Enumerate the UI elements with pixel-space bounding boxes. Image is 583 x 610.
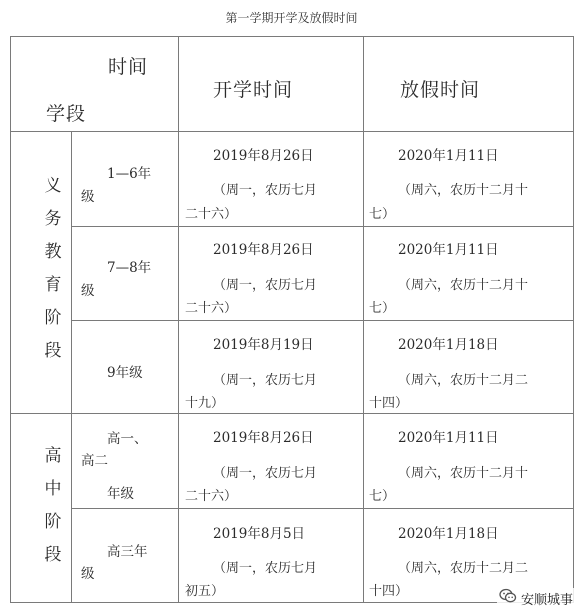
- start-date: 2019年8月5日: [213, 526, 306, 542]
- grade-cell: 高二: [81, 453, 108, 469]
- start-date: 2019年8月19日: [213, 337, 314, 353]
- table-border-right: [573, 36, 574, 603]
- holiday-date: 2020年1月18日: [398, 337, 499, 353]
- start-date: 2019年8月26日: [213, 148, 314, 164]
- start-lunar: 二十六）: [185, 207, 238, 222]
- holiday-date: 2020年1月11日: [398, 242, 499, 258]
- holiday-date: 2020年1月11日: [398, 148, 499, 164]
- holiday-lunar: 七）: [369, 489, 396, 504]
- table-border-left: [10, 36, 11, 603]
- start-weekday: （周一，农历七月: [213, 278, 318, 293]
- holiday-lunar: 七）: [369, 301, 396, 316]
- grade-cell: 年级: [107, 486, 134, 502]
- holiday-weekday: （周六，农历十二月二: [398, 373, 529, 388]
- grade-cell: 9年级: [107, 365, 143, 381]
- col-divider: [71, 131, 72, 603]
- table-border-bottom: [10, 602, 574, 603]
- grade-cell: 高三年: [107, 544, 148, 560]
- grade-cell: 级: [81, 283, 95, 299]
- row-divider: [10, 131, 574, 132]
- start-date: 2019年8月26日: [213, 430, 314, 446]
- header-start-time: 开学时间: [213, 79, 294, 101]
- group-label-high-school: 高 中 阶 段: [44, 446, 62, 565]
- holiday-weekday: （周六，农历十二月二: [398, 561, 529, 576]
- start-weekday: （周一，农历七月: [213, 561, 318, 576]
- table-border-top: [10, 36, 574, 37]
- header-holiday-time: 放假时间: [400, 79, 481, 101]
- grade-cell: 级: [81, 189, 95, 205]
- group-label-compulsory: 义 务 教 育 阶 段: [44, 176, 62, 361]
- start-lunar: 初五）: [185, 584, 225, 599]
- row-divider: [71, 320, 574, 321]
- holiday-lunar: 十四）: [369, 396, 409, 411]
- start-weekday: （周一，农历七月: [213, 466, 318, 481]
- col-divider: [178, 36, 179, 603]
- wechat-icon: [499, 588, 517, 608]
- holiday-lunar: 七）: [369, 207, 396, 222]
- grade-cell: 高一、: [107, 431, 148, 447]
- holiday-weekday: （周六，农历十二月十: [398, 278, 529, 293]
- watermark-label: 安顺城事: [520, 592, 573, 608]
- holiday-date: 2020年1月18日: [398, 526, 499, 542]
- start-lunar: 二十六）: [185, 489, 238, 504]
- grade-cell: 7—8年: [107, 260, 152, 276]
- start-lunar: 二十六）: [185, 301, 238, 316]
- holiday-weekday: （周六，农历十二月十: [398, 466, 529, 481]
- group-divider: [10, 413, 574, 414]
- holiday-weekday: （周六，农历十二月十: [398, 183, 529, 198]
- start-lunar: 十九）: [185, 396, 225, 411]
- grade-cell: 级: [81, 566, 95, 582]
- page-title: 第一学期开学及放假时间: [225, 11, 358, 25]
- col-divider: [363, 36, 364, 603]
- header-time-label: 时间: [108, 56, 149, 78]
- header-stage-label: 学段: [46, 103, 87, 125]
- watermark: [497, 588, 575, 608]
- start-weekday: （周一，农历七月: [213, 183, 318, 198]
- grade-cell: 1—6年: [107, 166, 152, 182]
- holiday-date: 2020年1月11日: [398, 430, 499, 446]
- row-divider: [71, 508, 574, 509]
- start-weekday: （周一，农历七月: [213, 373, 318, 388]
- start-date: 2019年8月26日: [213, 242, 314, 258]
- holiday-lunar: 十四）: [369, 584, 409, 599]
- row-divider: [71, 226, 574, 227]
